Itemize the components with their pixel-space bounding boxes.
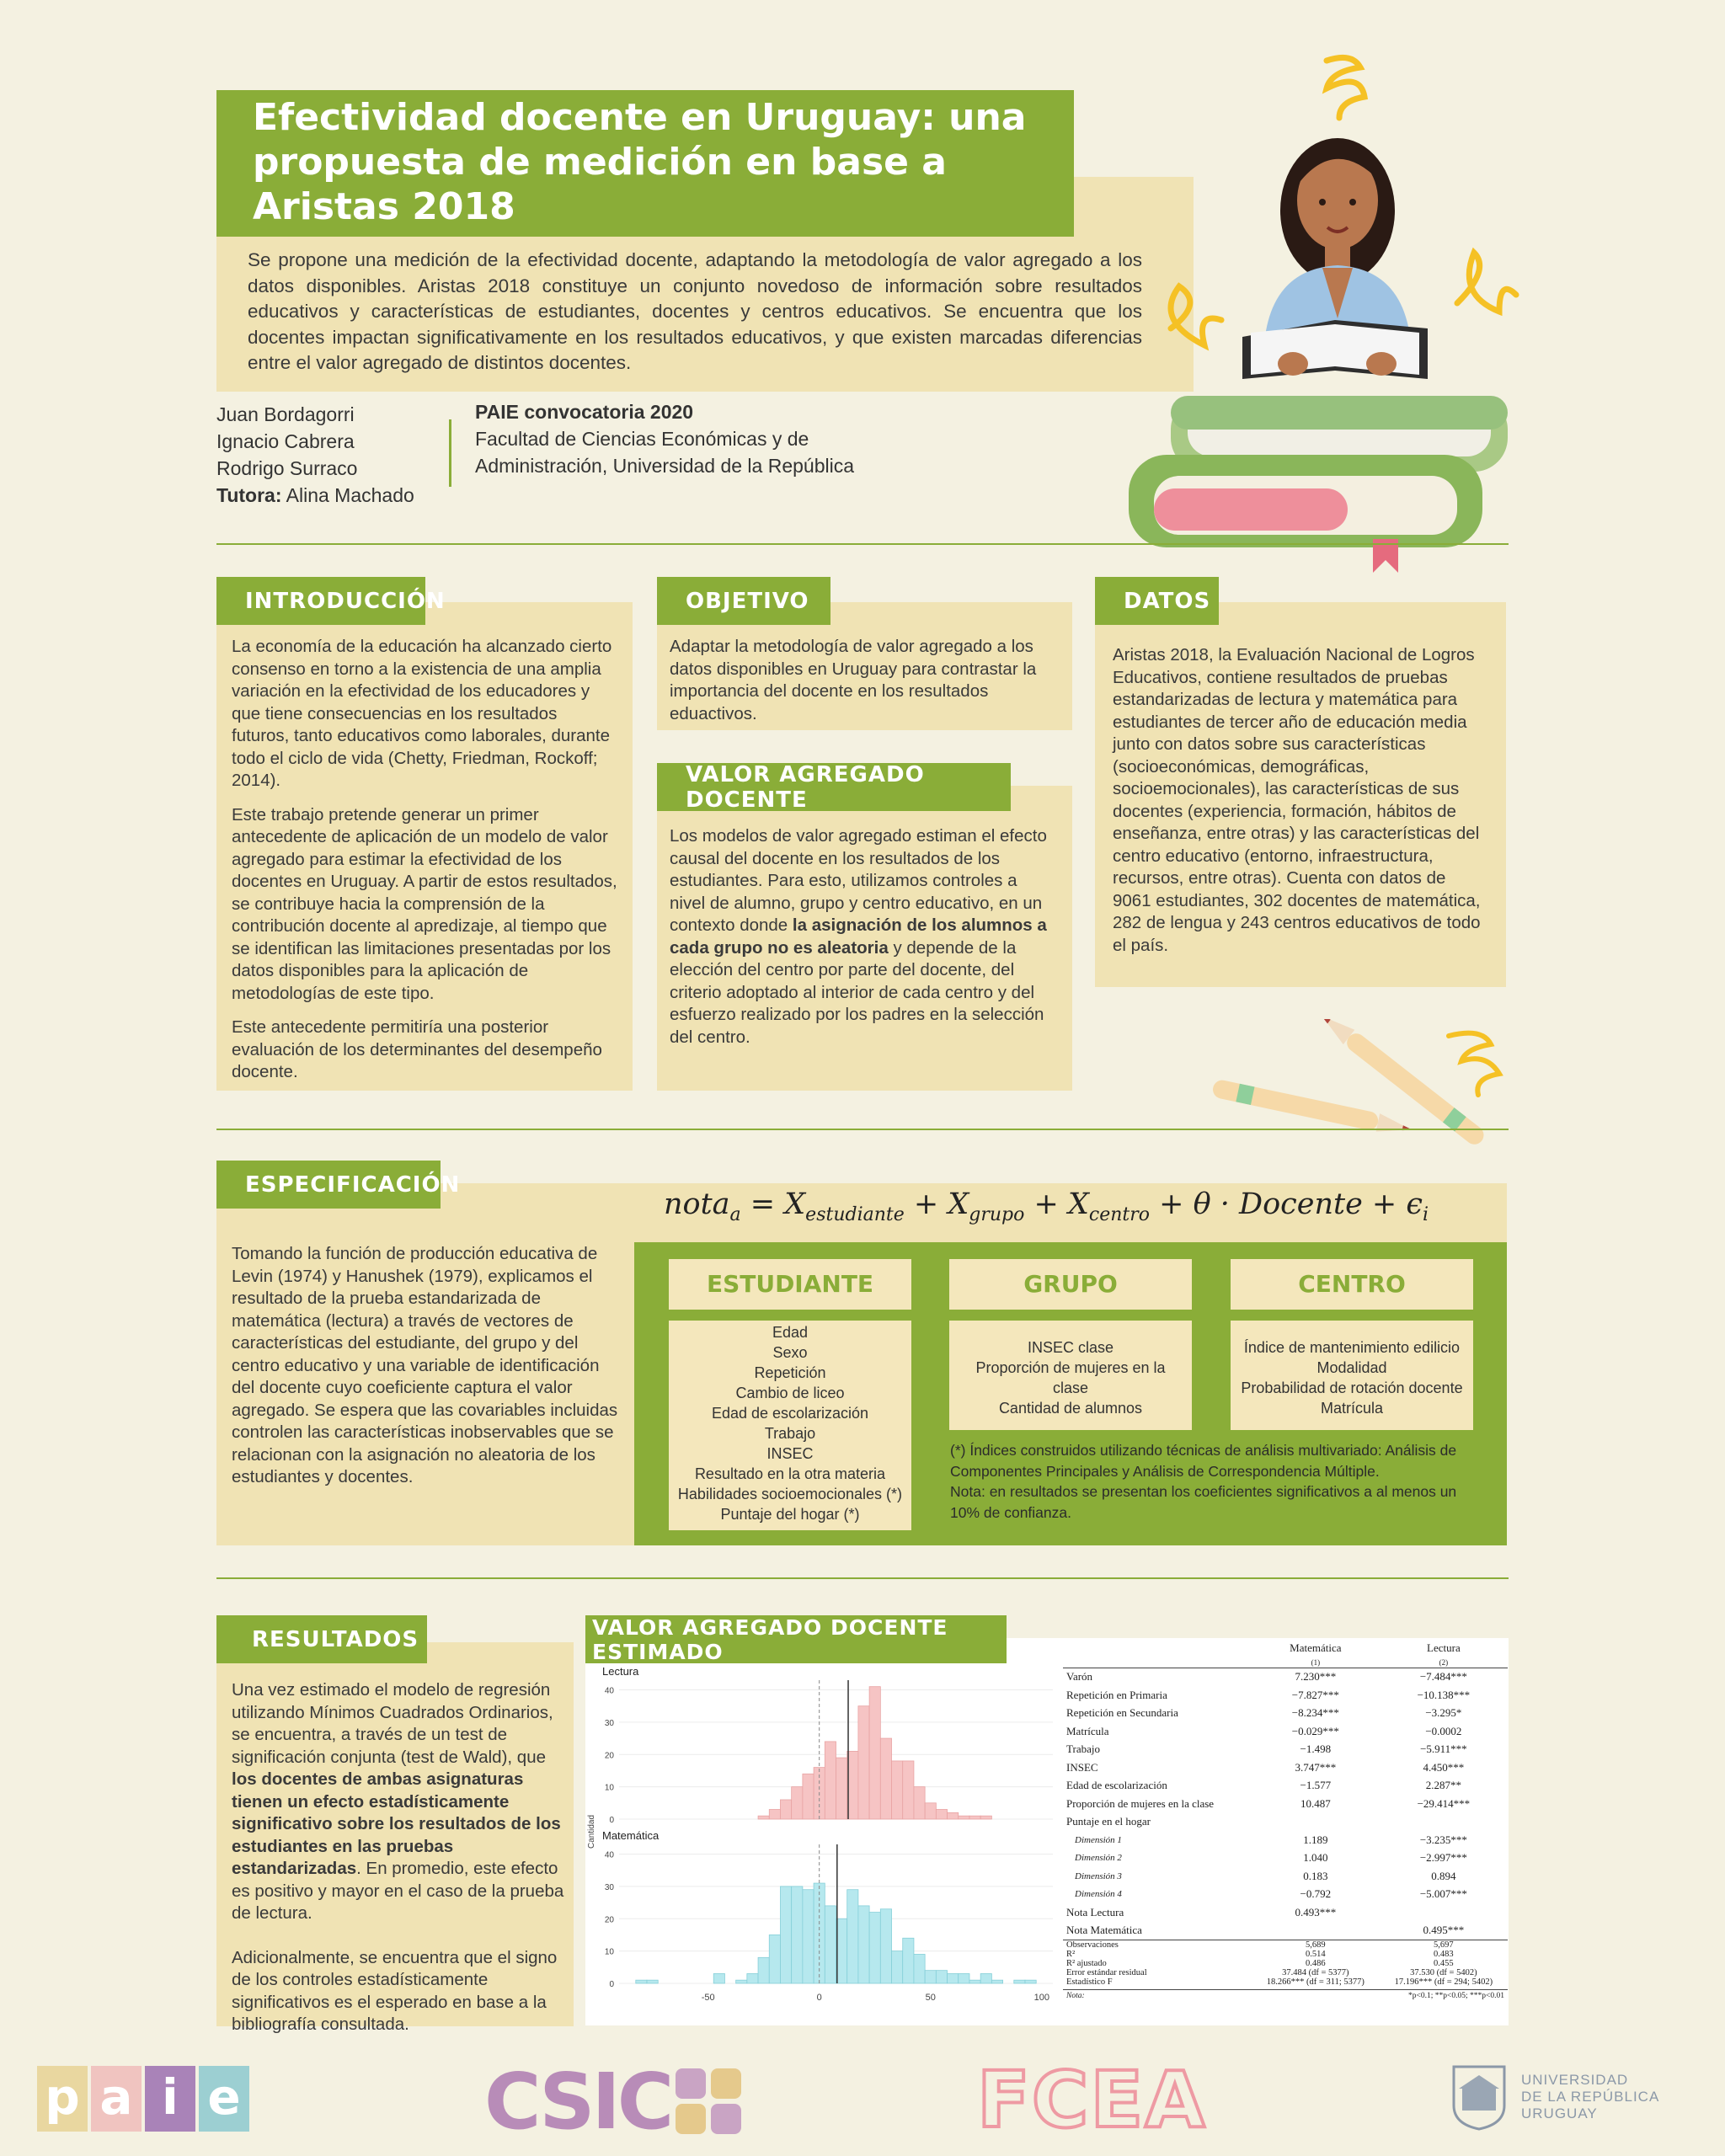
regression-table-grid	[1063, 1639, 1508, 1987]
table-row-label: R²	[1066, 1950, 1076, 1959]
table-header-cell	[1063, 1639, 1252, 1657]
table-cell: 7.230***	[1295, 1670, 1337, 1684]
eq-term: ϵ	[1406, 1187, 1423, 1221]
table-cell: −3.235***	[1419, 1833, 1467, 1846]
csic-text: CSIC	[484, 2057, 671, 2147]
histogram-bar	[991, 1980, 1002, 1983]
table-row-label: Trabajo	[1066, 1742, 1100, 1756]
value-added-text-bold: la asignación de los alumnos a cada grupo no es aleatoria	[670, 915, 1047, 958]
eq-subscript: estudiante	[805, 1204, 905, 1225]
table-cell: −0.792	[1300, 1887, 1332, 1901]
histogram-bar	[925, 1803, 936, 1819]
eq-subscript: grupo	[969, 1204, 1025, 1225]
histogram-bar	[914, 1954, 925, 1983]
histogram-bar	[769, 1935, 780, 1983]
paie-letter: e	[199, 2066, 249, 2132]
group-var: Cantidad de alumnos	[998, 1400, 1143, 1417]
facet-title: Matemática	[602, 1829, 660, 1842]
table-cell: 0.483	[1434, 1950, 1454, 1959]
results-paragraph: Adicionalmente, se encuentra que el signo de los controles estadísticamente significativos es el esperado en base a la bibliografía consultada.	[232, 1947, 558, 2034]
histogram-bar	[792, 1886, 803, 1983]
table-header-cell: (1)	[1311, 1657, 1321, 1667]
table-cell: −5.007***	[1419, 1887, 1467, 1901]
eq-subscript: i	[1422, 1204, 1429, 1225]
eq-operator: =	[740, 1187, 785, 1221]
y-tick-label: 30	[604, 1882, 614, 1892]
center-var: Índice de mantenimiento edilicio	[1243, 1339, 1461, 1356]
tutor-label: Tutora:	[216, 484, 282, 506]
histogram-bar	[925, 1971, 936, 1983]
table-cell: −29.414***	[1417, 1796, 1471, 1810]
center-var: Matrícula	[1320, 1400, 1384, 1417]
group-var: Proporción de mujeres en la clase	[975, 1359, 1166, 1396]
table-row-label: INSEC	[1066, 1760, 1098, 1774]
table-row-label: Matrícula	[1066, 1724, 1109, 1737]
intro-heading: INTRODUCCIÓN	[216, 577, 425, 625]
histogram-bar	[948, 1812, 959, 1819]
y-tick-label: 40	[604, 1686, 614, 1696]
affiliation	[475, 398, 871, 479]
table-note-label: Nota:	[1066, 1992, 1085, 2000]
table-row-label: Error estándar residual	[1066, 1968, 1147, 1977]
histogram-bar	[948, 1973, 959, 1983]
results-heading: RESULTADOS	[216, 1615, 427, 1663]
table-cell: 0.894	[1431, 1869, 1456, 1882]
data-heading: DATOS	[1095, 577, 1219, 625]
table-cell: 4.450***	[1423, 1760, 1465, 1774]
spec-text: Tomando la función de producción educativa de Levin (1974) y Hanushek (1979), explicamos el resultado de la prueba estandarizada de matemática (lectura) a través de vectores de características del estudiante, del grupo y del centro educativo y una variable de identificación del docente cuyo coeficiente captura el valor agregado. Se espera que las covariables incluidas controlen las características inobservables que se relacionan con la asignación no aleatoria de los estudiantes y docentes.	[232, 1244, 618, 1486]
paie-letter: a	[91, 2066, 142, 2132]
table-cell: −7.484***	[1419, 1670, 1467, 1684]
student-var: Habilidades socioemocionales (*)	[677, 1486, 903, 1502]
table-stats-row	[1063, 1959, 1508, 1968]
table-header-row	[1063, 1657, 1508, 1668]
histogram-bar	[769, 1809, 780, 1819]
group-var: INSEC clase	[1027, 1339, 1114, 1356]
eq-subscript: centro	[1088, 1204, 1150, 1225]
table-row-label: Dimensión 4	[1075, 1889, 1122, 1900]
table-cell: 37.530 (df = 5402)	[1410, 1968, 1477, 1977]
table-row	[1063, 1867, 1508, 1886]
eq-term: nota	[664, 1187, 730, 1221]
tutor-name: Alina Machado	[281, 484, 414, 506]
table-cell: 0.514	[1306, 1950, 1326, 1959]
facet-title: Lectura	[602, 1665, 639, 1678]
table-row	[1063, 1777, 1508, 1796]
intro-text	[232, 636, 619, 1096]
box-student	[669, 1321, 911, 1530]
histogram-bar	[636, 1980, 647, 1983]
table-row-label: Proporción de mujeres en la clase	[1066, 1796, 1215, 1810]
y-tick-label: 0	[609, 1980, 614, 1989]
table-header-cell	[1063, 1657, 1252, 1668]
table-cell: 37.484 (df = 5377)	[1282, 1968, 1349, 1977]
table-header-cell: (2)	[1439, 1657, 1449, 1667]
table-row	[1063, 1758, 1508, 1777]
x-tick-label: -50	[701, 1993, 715, 2003]
table-row	[1063, 1795, 1508, 1813]
eq-subscript: a	[729, 1204, 741, 1225]
histogram-bar	[892, 1951, 903, 1983]
histogram-bar	[903, 1761, 914, 1819]
table-row	[1063, 1922, 1508, 1940]
histogram-bar	[1014, 1980, 1025, 1983]
histogram-bar	[903, 1938, 914, 1983]
table-row-label: Repetición en Primaria	[1066, 1688, 1167, 1701]
eq-operator: +	[904, 1187, 948, 1221]
student-var: Cambio de liceo	[735, 1385, 845, 1401]
histogram-bar	[1025, 1980, 1036, 1983]
y-tick-label: 0	[609, 1816, 614, 1825]
center-var: Modalidad	[1316, 1359, 1387, 1376]
histogram-bar	[847, 1890, 858, 1983]
author-name: Rodrigo Surraco	[216, 457, 358, 479]
author-name: Ignacio Cabrera	[216, 430, 355, 452]
table-cell	[1380, 1813, 1508, 1832]
histogram-bar	[747, 1973, 758, 1983]
table-row	[1063, 1668, 1508, 1686]
student-var: Edad de escolarización	[711, 1405, 869, 1422]
table-cell	[1380, 1903, 1508, 1922]
y-tick-label: 20	[604, 1751, 614, 1761]
results-text-bold: los docentes de ambas asignaturas tienen un efecto estadísticamente significativo sobre los resultados de los estudiantes en las pruebas estandarizadas	[232, 1769, 561, 1878]
table-cell: 2.287**	[1425, 1779, 1461, 1792]
table-cell: 17.196*** (df = 294; 5402)	[1394, 1977, 1493, 1987]
histogram-bar	[969, 1980, 980, 1983]
center-var: Probabilidad de rotación docente	[1241, 1380, 1463, 1396]
table-row	[1063, 1686, 1508, 1705]
histogram-bar	[936, 1971, 947, 1983]
histogram-bar	[869, 1687, 880, 1819]
table-cell: 0.493***	[1295, 1905, 1337, 1919]
eq-term: X	[784, 1187, 806, 1221]
y-tick-label: 30	[604, 1718, 614, 1728]
histogram-bar	[647, 1980, 658, 1983]
histogram-bar	[803, 1890, 814, 1983]
table-cell: 0.486	[1306, 1959, 1326, 1968]
y-tick-label: 10	[604, 1947, 614, 1957]
histogram-bar	[880, 1909, 891, 1983]
histogram-bar	[936, 1809, 947, 1819]
eq-operator: +	[1362, 1187, 1407, 1221]
value-added-text-a: Los modelos de valor agregado estiman el efecto causal del docente en los resultados de los estudiantes. Para esto, utilizamos controles a nivel de alumno, grupo y centro educativo, en un contexto donde	[670, 826, 1047, 935]
table-cell	[1252, 1922, 1380, 1940]
table-row	[1063, 1831, 1508, 1849]
histogram-bar	[858, 1706, 869, 1819]
table-row-label: Puntaje en el hogar	[1066, 1815, 1151, 1828]
table-cell: −2.997***	[1419, 1851, 1467, 1865]
results-paragraph	[232, 1679, 564, 1925]
x-tick-label: 100	[1033, 1993, 1049, 2003]
histogram-bar	[836, 1758, 847, 1819]
author-name: Juan Bordagorri	[216, 403, 355, 425]
student-var: Edad	[772, 1324, 809, 1341]
table-row-label: Varón	[1066, 1670, 1093, 1684]
table-stats-row	[1063, 1940, 1508, 1951]
udelar-text	[1521, 2072, 1659, 2122]
udelar-line: UNIVERSIDAD	[1521, 2072, 1629, 2088]
va-chart-heading: VALOR AGREGADO DOCENTE ESTIMADO	[585, 1615, 1007, 1663]
table-row-label: Estadístico F	[1066, 1977, 1113, 1987]
table-note	[1063, 1989, 1508, 2000]
table-row-label: Edad de escolarización	[1066, 1779, 1167, 1792]
table-row-label: Nota Matemática	[1066, 1924, 1142, 1937]
student-var: Resultado en la otra materia	[694, 1465, 886, 1482]
equation	[664, 1187, 1506, 1225]
histogram-bar	[880, 1738, 891, 1819]
table-row-label: R² ajustado	[1066, 1959, 1107, 1968]
histogram-bar	[736, 1980, 747, 1983]
table-row	[1063, 1705, 1508, 1723]
table-cell: 1.040	[1303, 1851, 1328, 1865]
box-center	[1231, 1321, 1473, 1430]
page-title: Efectividad docente en Uruguay: una propuesta de medición en base a Aristas 2018	[253, 96, 1027, 228]
table-cell: −8.234***	[1291, 1706, 1339, 1720]
university-seal-icon	[1449, 2063, 1509, 2131]
histogram-bar	[792, 1787, 803, 1819]
paie-logo	[37, 2066, 249, 2132]
institution-name: Facultad de Ciencias Económicas y de Administración, Universidad de la República	[475, 428, 855, 477]
student-var: Puntaje del hogar (*)	[720, 1506, 860, 1523]
udelar-line: URUGUAY	[1521, 2105, 1598, 2121]
table-cell: 5,697	[1434, 1940, 1454, 1950]
table-cell: −1.577	[1300, 1779, 1332, 1792]
histogram-bar	[780, 1800, 791, 1819]
abstract-text: Se propone una medición de la efectividad docente, adaptando la metodología de valor agregado a los datos disponibles. Aristas 2018 constituye un conjunto novedoso de información sobre resultados educativos y características de estudiantes, docentes y centros educativos. Se encuentra que los docentes impactan significativamente en los resultados educativos, y que existen marcadas diferencias entre el valor agregado de distintos docentes.	[248, 249, 1142, 373]
table-header-cell: Matemática	[1290, 1641, 1342, 1654]
y-axis-label: Cantidad	[587, 1814, 596, 1849]
author-divider	[449, 419, 451, 487]
author-list	[216, 401, 414, 509]
table-cell: 10.487	[1300, 1796, 1331, 1810]
histogram-bar	[780, 1886, 791, 1983]
fcea-logo: FCEA	[977, 2055, 1207, 2145]
eq-term: X	[948, 1187, 969, 1221]
section-divider	[216, 543, 1509, 545]
y-tick-label: 40	[604, 1850, 614, 1860]
csic-mark	[676, 2068, 743, 2136]
histogram-bar	[980, 1973, 991, 1983]
histogram-bar	[713, 1973, 724, 1983]
table-cell: −3.295*	[1425, 1706, 1462, 1720]
paie-letter: i	[145, 2066, 195, 2132]
regression-table	[1063, 1639, 1508, 2000]
box-title-student: ESTUDIANTE	[669, 1259, 911, 1310]
table-cell: −7.827***	[1291, 1688, 1339, 1701]
section-divider	[216, 1129, 1509, 1130]
table-cell: 18.266*** (df = 311; 5377)	[1266, 1977, 1365, 1987]
va-histograms	[585, 1663, 1057, 2021]
table-note-text: *p<0.1; **p<0.05; ***p<0.01	[1408, 1992, 1504, 2000]
student-var: Repetición	[754, 1364, 826, 1381]
value-added-text-b: y depende de la elección del centro por parte del docente, del criterio adoptado al interior de cada centro y del esfuerzo realizado por los padres en la selección del centro.	[670, 937, 1044, 1047]
histogram-bar	[959, 1816, 969, 1819]
table-row-label: Dimensión 3	[1075, 1870, 1122, 1881]
data-text: Aristas 2018, la Evaluación Nacional de Logros Educativos, contiene resultados de pruebas estandarizadas de lectura y matemática para estudiantes de tercer año de educación media junto con datos sobre sus características (socioeconómicas, demográficas, socioemocionales), las características de sus docentes (experiencia, formación, hábitos de enseñanza, entre otras) y las características del centro educativo (entorno, infraestructura, recursos, entre otras). Cuenta con datos de 9061 estudiantes, 302 docentes de matemática, 282 de lengua y 243 centros educativos de todo el país.	[1113, 645, 1481, 955]
histogram-bar	[980, 1816, 991, 1819]
udelar-line: DE LA REPÚBLICA	[1521, 2089, 1660, 2105]
intro-paragraph: Este trabajo pretende generar un primer antecedente de aplicación de un modelo de valor agregado para estimar la efectividad de los docentes en Uruguay. A partir de estos resultados, se contribuye hacia la comprensión de la contribución docente al apredizaje, al tiempo que se identifican las limitaciones presentadas por los datos disponibles para la aplicación de metodologías de este tipo.	[232, 804, 617, 1003]
histogram-bar	[825, 1742, 836, 1819]
eq-operator: +	[1024, 1187, 1068, 1221]
student-var: Trabajo	[764, 1425, 816, 1442]
udelar-logo	[1449, 2063, 1659, 2131]
table-cell: 1.189	[1303, 1833, 1328, 1846]
histogram-bar	[959, 1973, 969, 1983]
table-cell: 0.455	[1434, 1959, 1454, 1968]
table-row	[1063, 1849, 1508, 1868]
table-cell: −0.029***	[1291, 1724, 1339, 1737]
table-cell	[1252, 1813, 1380, 1832]
table-stats-row	[1063, 1950, 1508, 1959]
table-stats-row	[1063, 1977, 1508, 1987]
table-cell: −0.0002	[1425, 1724, 1462, 1737]
value-added-text	[670, 825, 1053, 1049]
x-tick-label: 0	[816, 1993, 822, 2003]
value-added-heading: VALOR AGREGADO DOCENTE	[657, 763, 1011, 811]
histogram-bar	[892, 1761, 903, 1819]
histogram-bar	[869, 1913, 880, 1983]
eq-term: θ · Docente	[1193, 1187, 1363, 1221]
table-row	[1063, 1813, 1508, 1832]
table-row-label: Repetición en Secundaria	[1066, 1706, 1178, 1720]
table-row	[1063, 1722, 1508, 1741]
eq-operator: +	[1150, 1187, 1194, 1221]
table-cell: 5,689	[1306, 1940, 1326, 1950]
table-cell: −1.498	[1300, 1742, 1332, 1756]
table-cell: 3.747***	[1295, 1760, 1337, 1774]
histogram-bar	[758, 1816, 769, 1819]
table-row-label: Observaciones	[1066, 1940, 1119, 1950]
table-row	[1063, 1886, 1508, 1904]
table-header-row	[1063, 1639, 1508, 1657]
results-text	[232, 1679, 564, 2048]
spec-heading: ESPECIFICACIÓN	[216, 1161, 441, 1209]
histogram-bar	[803, 1774, 814, 1819]
program-name: PAIE convocatoria 2020	[475, 401, 694, 423]
results-text-a: Una vez estimado el modelo de regresión utilizando Mínimos Cuadrados Ordinarios, se encuentra, a través de un test de significación conjunta (test de Wald), que	[232, 1680, 553, 1767]
student-var: Sexo	[772, 1344, 808, 1361]
table-row-label: Dimensión 2	[1075, 1853, 1122, 1864]
csic-logo	[484, 2057, 743, 2147]
histogram-bar	[914, 1787, 925, 1819]
histogram-bar	[969, 1816, 980, 1819]
student-var: INSEC	[766, 1445, 814, 1462]
objective-heading: OBJETIVO	[657, 577, 830, 625]
table-cell: −10.138***	[1417, 1688, 1471, 1701]
teacher-illustration	[1120, 51, 1558, 573]
section-divider	[216, 1577, 1509, 1579]
intro-paragraph: La economía de la educación ha alcanzado cierto consenso en torno a la existencia de una amplia variación en la efectividad de los educadores y que tiene consecuencias en los resultados futuros, tanto educativos como laborales, durante todo el ciclo de vida (Chetty, Friedman, Rockoff; 2014).	[232, 637, 612, 790]
results-text-b: . En promedio, este efecto es positivo y mayor en el caso de la prueba de lectura.	[232, 1859, 564, 1923]
intro-paragraph: Este antecedente permitiría una posterior evaluación de los determinantes del desempeño docente.	[232, 1017, 602, 1081]
histogram-bar	[825, 1906, 836, 1983]
x-tick-label: 50	[925, 1993, 936, 2003]
box-title-center: CENTRO	[1231, 1259, 1473, 1310]
table-cell: 0.495***	[1423, 1924, 1465, 1937]
table-row-label: Nota Lectura	[1066, 1905, 1124, 1919]
objective-text: Adaptar la metodología de valor agregado a los datos disponibles en Uruguay para contrastar la importancia del docente en los resultados eduactivos.	[670, 637, 1037, 723]
pencils-illustration	[1204, 1019, 1533, 1187]
histogram-bar	[758, 1957, 769, 1983]
tutor-line	[216, 482, 414, 509]
eq-term: X	[1067, 1187, 1089, 1221]
box-title-group: GRUPO	[949, 1259, 1192, 1310]
table-stats-row	[1063, 1968, 1508, 1977]
table-row	[1063, 1903, 1508, 1922]
table-cell: 0.183	[1303, 1869, 1328, 1882]
y-tick-label: 20	[604, 1915, 614, 1925]
spec-note: (*) Índices construidos utilizando técnicas de análisis multivariado: Análisis de Componentes Principales y Análisis de Correspondencia Múltiple. Nota: en resultados se presentan los coeficientes significativos a al menos un 10% de confianza.	[950, 1442, 1457, 1521]
y-tick-label: 10	[604, 1783, 614, 1793]
paie-letter: p	[37, 2066, 88, 2132]
table-cell: −5.911***	[1420, 1742, 1467, 1756]
table-row	[1063, 1741, 1508, 1759]
box-group	[949, 1321, 1192, 1430]
table-row-label: Dimensión 1	[1075, 1834, 1122, 1845]
histogram-bar	[858, 1906, 869, 1983]
table-header-cell: Lectura	[1427, 1641, 1461, 1654]
